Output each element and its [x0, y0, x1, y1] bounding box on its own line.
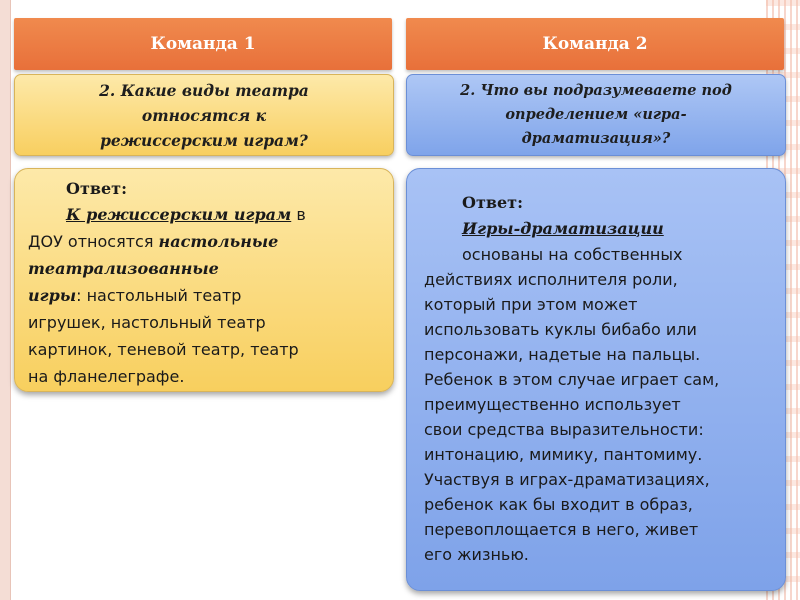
answer2-line: его жизнью.	[424, 545, 529, 564]
answer2-line: ребенок как бы входит в образ,	[424, 495, 693, 514]
answer1-line7: на фланелеграфе.	[28, 367, 185, 386]
q1-line1: 2. Какие виды театра	[99, 80, 309, 100]
q2-line3: драматизация»?	[521, 130, 671, 147]
team2-title: Команда 2	[542, 34, 648, 54]
team2-header	[406, 18, 784, 70]
answer1-line3: театрализованные	[28, 259, 219, 278]
answer2-line: преимущественно использует	[424, 395, 681, 414]
left-border-decoration	[0, 0, 11, 600]
q2-line1: 2. Что вы подразумеваете под	[460, 82, 732, 99]
answer2-line: свои средства выразительности:	[424, 420, 704, 439]
q1-line2: относятся к	[141, 105, 267, 125]
answer1-l2-bold: настольные	[158, 232, 279, 251]
answer1-line1	[66, 202, 306, 228]
answer1-term-tail: в	[291, 205, 306, 224]
team1-header	[14, 18, 392, 70]
team2-question-box	[406, 74, 786, 156]
answer2-line: действиях исполнителя роли,	[424, 270, 678, 289]
answer2-line: Ребенок в этом случае играет сам,	[424, 370, 720, 389]
answer2-label: Ответ:	[462, 193, 523, 212]
answer1-term: К режиссерским играм	[66, 205, 292, 224]
answer1-l4-rest: : настольный театр	[76, 286, 242, 305]
answer2-line: перевоплощается в него, живет	[424, 520, 699, 539]
answer1-l4-bold: игры	[28, 286, 77, 305]
answer1-line4	[28, 283, 241, 309]
answer1-l2-plain: ДОУ относятся	[28, 232, 159, 251]
answer1-line2	[28, 229, 278, 255]
answer2-line: основаны на собственных	[462, 245, 683, 264]
answer2-line: использовать куклы бибабо или	[424, 320, 697, 339]
answer1-line5: игрушек, настольный театр	[28, 313, 266, 332]
q2-line2: определением «игра-	[505, 106, 687, 123]
answer2-line: персонажи, надетые на пальцы.	[424, 345, 701, 364]
answer1-label: Ответ:	[66, 179, 127, 198]
answer2-line: интонацию, мимику, пантомиму.	[424, 445, 703, 464]
team1-question-box	[14, 74, 394, 156]
answer2-line: Участвуя в играх-драматизациях,	[424, 470, 710, 489]
answer2-body	[424, 242, 719, 567]
answer2-line: который при этом может	[424, 295, 638, 314]
q1-line3: режиссерским играм?	[100, 130, 308, 150]
answer1-line6: картинок, теневой театр, театр	[28, 340, 299, 359]
answer2-term: Игры-драматизации	[462, 219, 664, 238]
team1-title: Команда 1	[150, 34, 256, 54]
